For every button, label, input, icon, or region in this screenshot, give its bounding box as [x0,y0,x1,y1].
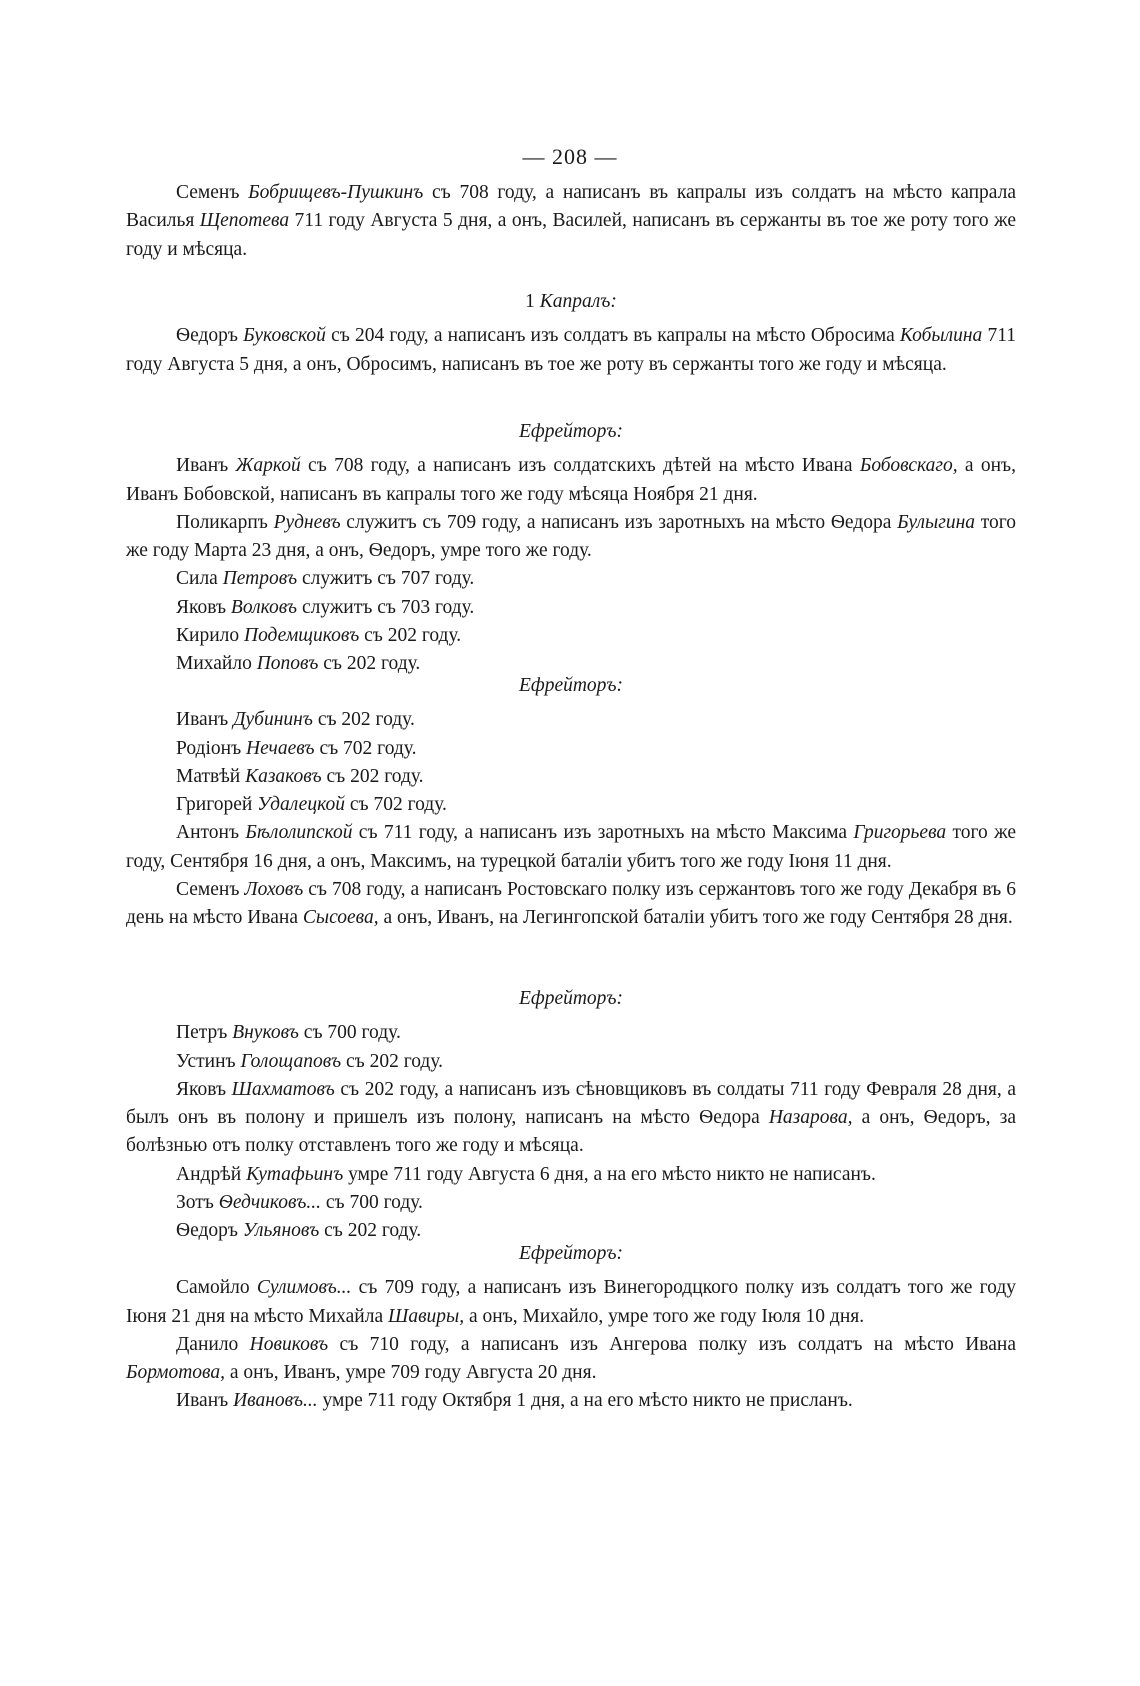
section-heading: Ефрейторъ: [518,988,624,1009]
section-intro [126,179,1016,264]
entry-paragraph: Семенъ Бобрищевъ-Пушкинъ съ 708 году, а написанъ въ капралы изъ солдатъ на мѣсто капрала Василья Щепотева 711 году Августа 5 дня, а онъ, Василей, написанъ въ сержанты въ тое же роту того же году и мѣсяца. [126,182,1016,260]
section-efreitor-4 [126,1240,1016,1416]
section-kapral [126,288,1016,379]
section-heading: 1 Капралъ: [525,291,617,312]
entry-line: Ѳедоръ Ульяновъ съ 202 году. [176,1220,422,1242]
entry-line: Зотъ Ѳедчиковъ... съ 700 году. [176,1192,423,1214]
entry-line: Родіонъ Нечаевъ съ 702 году. [176,737,417,759]
entry-line: Андрѣй Кутафьинъ умре 711 году Августа 6 дня, а на его мѣсто никто не написанъ. [176,1163,876,1185]
entry-line: Михайло Поповъ съ 202 году. [176,653,421,675]
entry-line: Иванъ Дубининъ съ 202 году. [176,709,415,731]
page-number: — 208 — [522,144,618,169]
entry-line: Яковъ Волковъ служитъ съ 703 году. [176,596,475,618]
section-heading: Ефрейторъ: [518,1243,624,1264]
entry-paragraph: Иванъ Жаркой съ 708 году, а написанъ изъ солдатскихъ дѣтей на мѣсто Ивана Бобовскаго, а онъ, Иванъ Бобовской, написанъ въ капралы того же году мѣсяца Ноября 21 дня. [126,455,1016,505]
section-efreitor-1 [126,418,1016,679]
entry-paragraph: Самойло Сулимовъ... съ 709 году, а написанъ изъ Винегородцкого полку изъ солдатъ того же году Іюня 21 дня на мѣсто Михайла Шавиры, а онъ, Михайло, умре того же году Іюля 10 дня. [126,1277,1016,1327]
entry-line: Устинъ Голощаповъ съ 202 году. [176,1050,444,1072]
entry-line: Сила Петровъ служитъ съ 707 году. [176,568,475,590]
entry-paragraph: Данило Новиковъ съ 710 году, а написанъ изъ Ангерова полку изъ солдатъ на мѣсто Ивана Бормотова, а онъ, Иванъ, умре 709 году Августа 20 дня. [126,1333,1016,1384]
entry-line: Кирило Подемщиковъ съ 202 году. [176,625,462,647]
entry-line: Иванъ Ивановъ... умре 711 году Октября 1 дня, а на его мѣсто никто не присланъ. [176,1390,853,1412]
section-efreitor-3 [126,985,1016,1246]
entry-paragraph: Поликарпъ Рудневъ служитъ съ 709 году, а написанъ изъ заротныхъ на мѣсто Ѳедора Булыгина того же году Марта 23 дня, а онъ, Ѳедоръ, умре того же году. [126,511,1016,562]
entry-paragraph: Яковъ Шахматовъ съ 202 году, а написанъ изъ сѣновщиковъ въ солдаты 711 году Февраля 28 дня, а былъ онъ въ полону и пришелъ изъ полону, написанъ на мѣсто Ѳедора Назарова, а онъ, Ѳедоръ, за болѣзнью отъ полку отставленъ того же году и мѣсяца. [126,1078,1016,1157]
entry-line: Григорей Удалецкой съ 702 году. [176,794,447,816]
section-heading: Ефрейторъ: [518,421,624,442]
entry-paragraph: Антонъ Бѣлолипской съ 711 году, а написанъ изъ заротныхъ на мѣсто Максима Григорьева того же году, Сентября 16 дня, а онъ, Максимъ, на турецкой баталіи убитъ того же году Іюня 11 дня. [126,822,1016,872]
section-heading: Ефрейторъ: [518,675,624,696]
section-efreitor-2 [126,672,1016,933]
entry-paragraph: Ѳедоръ Буковской съ 204 году, а написанъ изъ солдатъ въ капралы на мѣсто Обросима Кобылина 711 году Августа 5 дня, а онъ, Обросимъ, написанъ въ тое же роту въ сержанты того же году и мѣсяца. [126,325,1016,375]
entry-paragraph: Семенъ Лоховъ съ 708 году, а написанъ Ростовскаго полку изъ сержантовъ того же году Декабря въ 6 день на мѣсто Ивана Сысоева, а онъ, Иванъ, на Легингопской баталіи убитъ того же году Сентября 28 дня. [126,879,1016,929]
entry-line: Матвѣй Казаковъ съ 202 году. [176,765,424,787]
entry-line: Петръ Внуковъ съ 700 году. [176,1022,401,1044]
